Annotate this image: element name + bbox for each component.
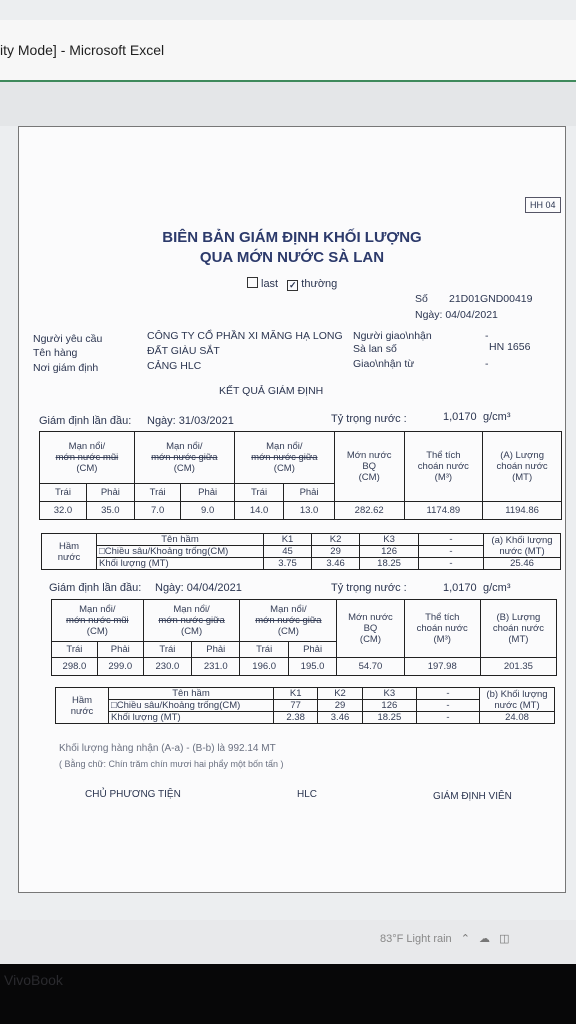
tank-name-head: Tên hầm: [97, 534, 264, 546]
phai-3: Phải: [284, 484, 335, 502]
checkbox-thuong-label: thường: [301, 278, 338, 290]
water-mass-a-value: 25.46: [484, 558, 561, 570]
k3-head: K3: [360, 534, 419, 546]
requester-value: CÔNG TY CỔ PHẦN XI MĂNG HẠ LONG: [147, 330, 343, 342]
barge-label: Sà lan số: [353, 343, 397, 355]
survey2-draft-table: [51, 599, 557, 676]
survey1-label: Giám định lần đầu:: [39, 415, 132, 427]
doc-subtitle: QUA MỚN NƯỚC SÀ LAN: [199, 249, 385, 266]
col-head-volume: Thể tích choán nước (M³): [404, 600, 480, 658]
table-cell: 201.35: [480, 658, 556, 676]
laptop-bezel: [0, 964, 576, 1024]
table-cell: 29: [318, 700, 362, 712]
window-titlebar: [0, 20, 576, 82]
depth-label: □Chiều sâu/Khoảng trống(CM): [109, 700, 274, 712]
col-head-mid2: Mạn nổi/ mớn nước giữa (CM): [240, 600, 337, 642]
table-cell: 1194.86: [483, 502, 562, 520]
signature-hlc: HLC: [297, 789, 318, 800]
survey2-tank-table: [55, 687, 555, 724]
trai-1: Trái: [52, 642, 98, 658]
system-tray: [380, 932, 509, 945]
table-cell: 231.0: [192, 658, 240, 676]
table-cell: 3.46: [312, 558, 360, 570]
table-cell: 2.38: [274, 712, 318, 724]
table-cell: 196.0: [240, 658, 288, 676]
k1-head: K1: [274, 688, 318, 700]
checkbox-last-label: last: [261, 278, 279, 290]
phai-2: Phải: [192, 642, 240, 658]
mass-label: Khối lượng (MT): [97, 558, 264, 570]
place-value: CẢNG HLC: [147, 360, 202, 372]
phai-1: Phải: [97, 642, 143, 658]
density1-unit: g/cm³: [483, 411, 511, 423]
phai-1: Phải: [86, 484, 134, 502]
checkbox-row: [247, 277, 337, 291]
water-mass-a-head: (a) Khối lượng nước (MT): [484, 534, 561, 558]
tank-label: Hầm nước: [42, 534, 97, 570]
deliverer-label: Người giao\nhận: [353, 330, 432, 342]
document-page: [18, 126, 566, 893]
col-head-mid2: Mạn nổi/ mớn nước giữa (CM): [234, 432, 334, 484]
form-code: HH 04: [525, 197, 561, 213]
table-cell: 7.0: [134, 502, 181, 520]
cargo-mass-line: Khối lượng hàng nhận (A-a) - (B-b) là 992.14 MT: [59, 743, 276, 754]
table-cell: -: [417, 700, 480, 712]
weather-status[interactable]: 83°F Light rain: [380, 933, 452, 945]
depth-label: □Chiều sâu/Khoảng trống(CM): [97, 546, 264, 558]
cargo-value: ĐẤT GIÀU SẮT: [147, 345, 220, 357]
tank-label: Hầm nước: [56, 688, 109, 724]
table-cell: 195.0: [288, 658, 336, 676]
survey2-label: Giám định lần đầu:: [49, 582, 142, 594]
survey1-draft-table: [39, 431, 562, 520]
receive-from-label: Giao\nhận từ: [353, 358, 415, 370]
table-cell: 126: [360, 546, 419, 558]
so-value: 21D01GND00419: [449, 293, 533, 305]
k3-head: K3: [362, 688, 416, 700]
table-cell: 3.46: [318, 712, 362, 724]
table-cell: 14.0: [234, 502, 283, 520]
table-cell: 29: [312, 546, 360, 558]
table-cell: 45: [264, 546, 312, 558]
trai-1: Trái: [40, 484, 87, 502]
result-heading: KẾT QUẢ GIÁM ĐỊNH: [219, 385, 324, 397]
place-label: Nơi giám định: [33, 362, 99, 374]
table-cell: 54.70: [337, 658, 404, 676]
trai-3: Trái: [234, 484, 283, 502]
phai-3: Phải: [288, 642, 336, 658]
water-mass-b-value: 24.08: [480, 712, 555, 724]
so-label: Số: [415, 293, 428, 305]
table-cell: 32.0: [40, 502, 87, 520]
requester-label: Người yêu cầu: [33, 333, 103, 345]
table-cell: 230.0: [143, 658, 191, 676]
table-cell: 197.98: [404, 658, 480, 676]
density1-label: Tỷ trọng nước :: [331, 413, 407, 425]
table-cell: 298.0: [52, 658, 98, 676]
col-head-displacement: (B) Lượng choán nước (MT): [480, 600, 556, 658]
speaker-icon[interactable]: ◫: [499, 933, 510, 945]
chevron-up-icon[interactable]: ⌃: [460, 933, 470, 945]
trai-2: Trái: [143, 642, 191, 658]
col-head-volume: Thể tích choán nước (M³): [404, 432, 483, 502]
col-head-bow: Mạn nổi/ mớn nước mũi (CM): [52, 600, 144, 642]
k2-head: K2: [312, 534, 360, 546]
table-cell: 9.0: [181, 502, 234, 520]
survey1-tank-table: [41, 533, 561, 570]
density2-unit: g/cm³: [483, 582, 511, 594]
table-cell: 18.25: [362, 712, 416, 724]
col-head-bow: Mạn nổi/ mớn nước mũi (CM): [40, 432, 135, 484]
checkbox-last[interactable]: [247, 277, 258, 288]
cargo-label: Tên hàng: [33, 347, 78, 359]
receive-from-value: -: [485, 358, 489, 370]
survey2-date: Ngày: 04/04/2021: [155, 582, 242, 594]
trai-2: Trái: [134, 484, 181, 502]
table-cell: 13.0: [284, 502, 335, 520]
table-cell: -: [419, 534, 484, 546]
col-head-displacement: (A) Lượng choán nước (MT): [483, 432, 562, 502]
date-value: Ngày: 04/04/2021: [415, 309, 498, 321]
k2-head: K2: [318, 688, 362, 700]
mass-label: Khối lượng (MT): [109, 712, 274, 724]
table-cell: -: [419, 558, 484, 570]
amount-in-words: ( Bằng chữ: Chín trăm chín mươi hai phẩy một bốn tấn ): [59, 759, 284, 769]
survey1-date: Ngày: 31/03/2021: [147, 415, 234, 427]
window-title: ity Mode] - Microsoft Excel: [0, 42, 165, 58]
checkbox-thuong[interactable]: ✓: [289, 280, 297, 290]
density2-label: Tỷ trọng nước :: [331, 582, 407, 594]
toolbar-band: [0, 82, 576, 126]
doc-title: BIÊN BẢN GIÁM ĐỊNH KHỐI LƯỢNG: [162, 229, 422, 246]
col-head-mid1: Mạn nổi/ mớn nước giữa (CM): [134, 432, 234, 484]
barge-value: HN 1656: [489, 341, 531, 353]
tank-name-head: Tên hầm: [109, 688, 274, 700]
table-cell: -: [417, 688, 480, 700]
density2-value: 1,0170: [443, 582, 477, 594]
table-cell: 3.75: [264, 558, 312, 570]
table-cell: 282.62: [334, 502, 404, 520]
col-head-avg: Mớn nước BQ (CM): [337, 600, 404, 658]
table-cell: 35.0: [86, 502, 134, 520]
table-cell: -: [419, 546, 484, 558]
col-head-mid1: Mạn nổi/ mớn nước giữa (CM): [143, 600, 240, 642]
trai-3: Trái: [240, 642, 288, 658]
table-cell: -: [417, 712, 480, 724]
deliverer-value: -: [485, 330, 489, 342]
table-cell: 126: [362, 700, 416, 712]
table-cell: 77: [274, 700, 318, 712]
phai-2: Phải: [181, 484, 234, 502]
table-cell: 1174.89: [404, 502, 483, 520]
cloud-icon[interactable]: ☁: [479, 933, 491, 945]
signature-surveyor: GIÁM ĐỊNH VIÊN: [433, 791, 512, 802]
laptop-brand: VivoBook: [4, 972, 63, 988]
table-cell: 299.0: [97, 658, 143, 676]
col-head-avg: Mớn nước BQ (CM): [334, 432, 404, 502]
k1-head: K1: [264, 534, 312, 546]
table-cell: 18.25: [360, 558, 419, 570]
water-mass-b-head: (b) Khối lượng nước (MT): [480, 688, 555, 712]
signature-owner: CHỦ PHƯƠNG TIỆN: [85, 789, 181, 800]
density1-value: 1,0170: [443, 411, 477, 423]
